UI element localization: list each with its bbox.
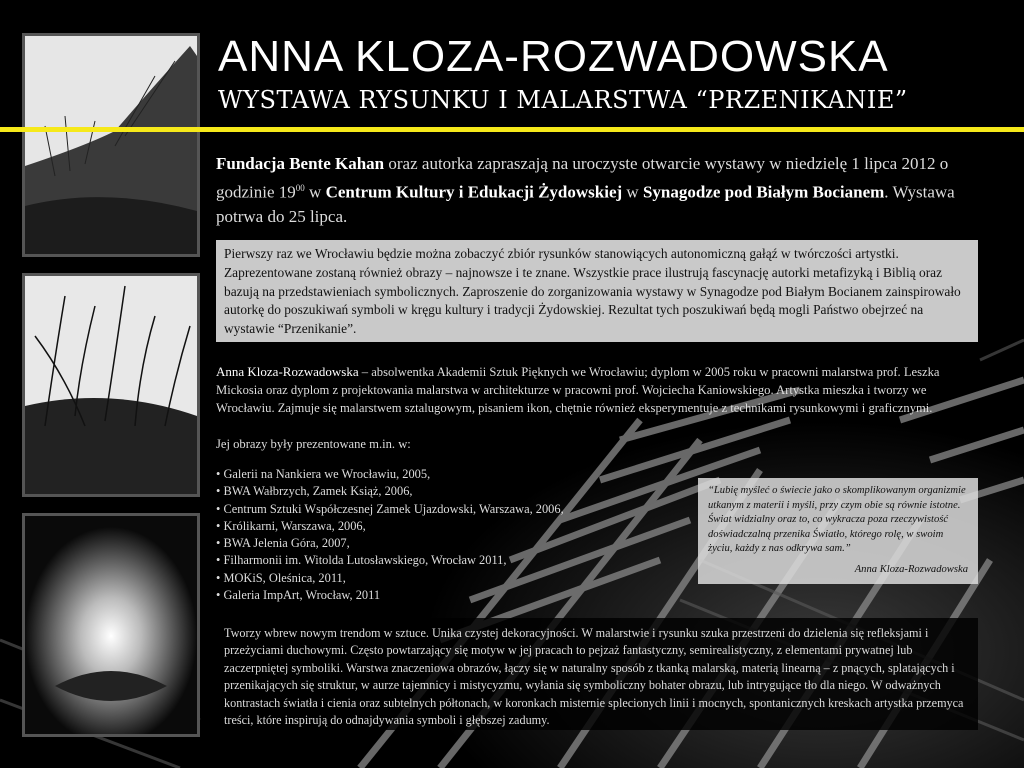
artwork-thumbnail-light-tunnel (22, 513, 200, 737)
list-item: • BWA Wałbrzych, Zamek Książ, 2006, (216, 483, 564, 500)
artistic-statement-box: Tworzy wbrew nowym trendom w sztuce. Unika czystej dekoracyjności. W malarstwie i rysunku szuka przestrzeni do dzielenia się refleksjami i przeżyciami duchowymi. Często powtarzający się motyw w jej pracach to pejzaż fantastyczny, semirealistyczny, z elementami prywatnej lub zaczerpniętej symboliki. Warstwa znaczeniowa obrazów, łączy się w naturalny sposób z tkanką malarską, materią linearną – z pnących, splatających i przenikających się struktur, w aurze tajemnicy i mistycyzmu, wyłania się symboliczny bohater obrazu, lub intrygujące tło dla niego. W odważnych kontrastach światła i cienia oraz subtelnych półtonach, w koronkach misternie splecionych linii i mocnych, spontanicznych kreskach artystka przemyca treści, które inspirują do odnajdywania symboli i głębszej zadumy. (216, 618, 978, 730)
list-item: • Galeria ImpArt, Wrocław, 2011 (216, 587, 564, 604)
list-item: • Filharmonii im. Witolda Lutosławskiego, Wrocław 2011, (216, 552, 564, 569)
page-title: ANNA KLOZA-ROZWADOWSKA (218, 32, 889, 81)
synagogue-name: Synagodze pod Białym Bocianem (642, 182, 885, 202)
list-item: • Centrum Sztuki Współczesnej Zamek Ujazdowski, Warszawa, 2006, (216, 501, 564, 518)
invitation-text-part: oraz autorka zapraszają na uroczyste otwarcie wystawy w niedzielę 1 lipca 2012 o godzinie 19 (216, 154, 949, 202)
organizer-name: Fundacja Bente Kahan (216, 154, 385, 173)
invitation-text (216, 152, 986, 229)
invitation-text-part: w (622, 182, 643, 202)
page-subtitle: WYSTAWA RYSUNKU I MALARSTWA “PRZENIKANIE” (218, 86, 908, 114)
artist-quote-box (698, 478, 978, 584)
time-minutes: 00 (295, 183, 305, 193)
list-item: • Królikarni, Warszawa, 2006, (216, 518, 564, 535)
list-item: • Galerii na Nankiera we Wrocławiu, 2005, (216, 466, 564, 483)
quote-author: Anna Kloza-Rozwadowska (854, 563, 968, 575)
artist-bio (216, 363, 986, 417)
list-item: • BWA Jelenia Góra, 2007, (216, 535, 564, 552)
list-item: • MOKiS, Oleśnica, 2011, (216, 570, 564, 587)
quote-text: “Lubię myśleć o świecie jako o skomplikowanym organizmie utkanym z materii i myśli, przy czym obie są równie istotne. Świat widzialny oraz to, co wykracza poza rzeczywistość doświadczalną przenika Światło, którego rolę, w swoim życiu, każdy z nas odkrywa sam.” (708, 485, 966, 555)
artist-name: Anna Kloza-Rozwadowska (216, 364, 359, 379)
artwork-thumbnail-reeds (22, 273, 200, 497)
venue-name: Centrum Kultury i Edukacji Żydowskiej (325, 182, 623, 202)
exhibitions-heading: Jej obrazy były prezentowane m.in. w: (216, 437, 411, 451)
invitation-text-part: w (304, 182, 326, 202)
artist-bio-text: – absolwentka Akademii Sztuk Pięknych we Wrocławiu; dyplom w 2005 roku w pracowni malarstwa prof. Leszka Mickosia oraz dyplom z projektowania malarstwa w architekturze w pracowni prof. Wojciecha Kaniowskiego. Artystka mieszka i tworzy we Wrocławiu. Zajmuje się malarstwem sztalugowym, pisaniem ikon, chętnie również eksperymentuje z technikami rysunkowymi i graficznymi. (216, 365, 940, 415)
invitation-text-part: . Wystawa potrwa do 25 lipca. (216, 182, 955, 226)
exhibitions-list (216, 466, 564, 604)
exhibition-description-box: Pierwszy raz we Wrocławiu będzie można zobaczyć zbiór rysunków stanowiących autonomiczną gałąź w twórczości artystki. Zaprezentowane zostaną również obrazy – najnowsze i te znane. Wszystkie prace ilustrują fascynację autorki metafizyką i Biblią oraz bazują na przedstawieniach symbolicznych. Zaproszenie do zorganizowania wystawy w Synagodze pod Białym Bocianem zainspirowało autorkę do poszukiwań symboli w kręgu kultury i tradycji Żydowskiej. Rezultat tych poszukiwań będą mogli Państwo obejrzeć na wystawie “Przenikanie”. (216, 240, 978, 342)
artwork-thumbnail-grass-hill (22, 33, 200, 257)
accent-divider (0, 127, 1024, 132)
